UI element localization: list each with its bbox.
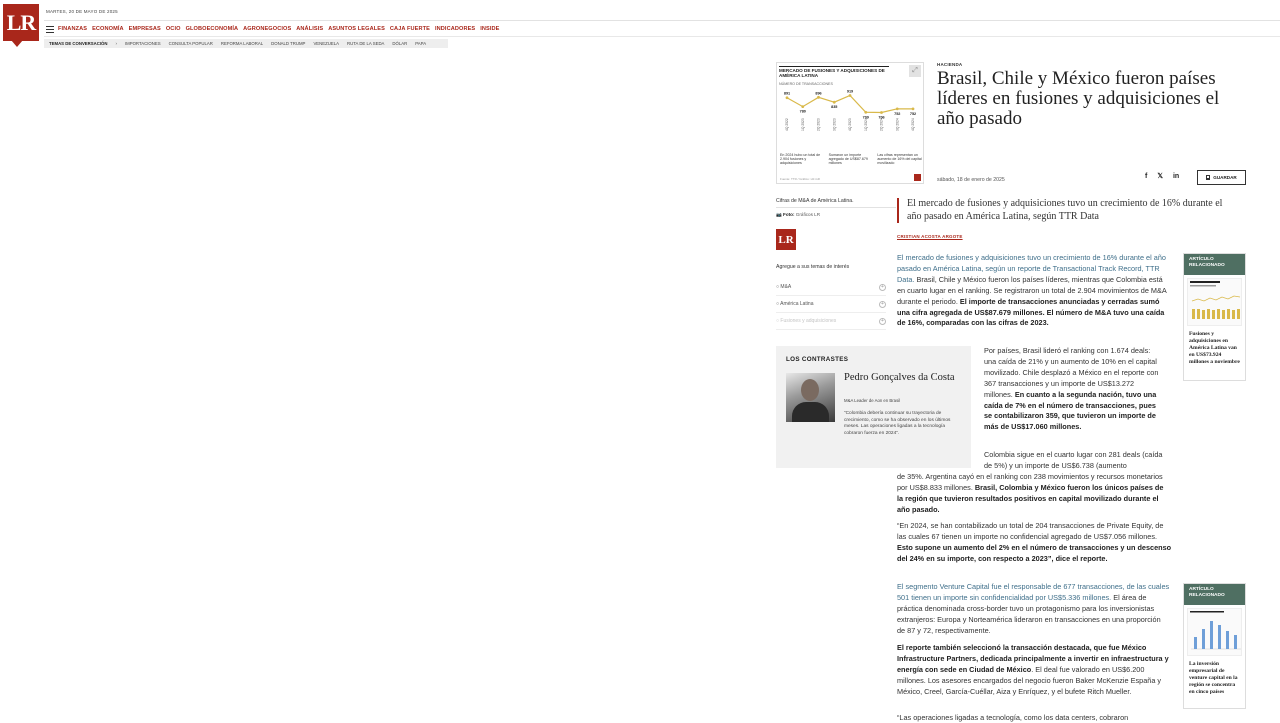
- main-nav: [58, 26, 500, 32]
- related-title[interactable]: La inversión empresarial de venture capital en la región se concentra en cinco países: [1189, 661, 1238, 695]
- publish-date: sábado, 18 de enero de 2025: [937, 177, 1005, 183]
- divider: [776, 207, 896, 208]
- data-point: [833, 101, 836, 104]
- infographic-subtitle: NÚMERO DE TRANSACCIONES: [779, 82, 833, 86]
- related-article-card[interactable]: [1183, 583, 1246, 709]
- follow-topic-label: ○ M&A: [776, 284, 792, 290]
- data-point: [880, 111, 883, 114]
- follow-topic[interactable]: [776, 313, 886, 330]
- paragraph: “En 2024, se han contabilizado un total de 204 transacciones de Private Equity, de las cuales 67 tienen un importe no confidencial agregado de US$7.056 millones. Esto supone un aumento del 2% en el número de transacciones y un descenso del 24% en su importe, con respecto a 2023”, dice el reporte.: [897, 521, 1172, 563]
- topic-link[interactable]: REFORMA LABORAL: [220, 41, 264, 46]
- data-label: 919: [846, 89, 854, 94]
- line-chart: [777, 87, 923, 151]
- data-label: 896: [815, 91, 822, 96]
- data-point: [849, 94, 852, 97]
- data-label: 780: [799, 109, 806, 114]
- related-thumbnail[interactable]: [1187, 278, 1242, 326]
- data-label: 891: [783, 91, 791, 96]
- divider: [44, 20, 1280, 21]
- divider: [44, 36, 1280, 37]
- data-point: [896, 107, 899, 110]
- related-thumbnail[interactable]: [1187, 608, 1242, 656]
- contrasts-heading: LOS CONTRASTES: [786, 356, 849, 363]
- hamburger-menu-icon[interactable]: [46, 26, 54, 33]
- follow-topics-label: Agregue a sus temas de interés: [776, 264, 850, 270]
- topic-link[interactable]: PAPA: [415, 41, 427, 46]
- tick-label: 4Q 2024: [911, 118, 915, 131]
- tick-label: 4Q 2022: [785, 118, 789, 131]
- person-role: M&A Leader de Aon en Brasil: [844, 398, 901, 403]
- paragraph: El reporte también seleccionó la transacción destacada, que fue México Infrastructure Partners, dedicada principalmente a invertir en infraestructura y energía con sede en Ciudad de México. El deal fue valorado en US$6.200 millones. Los asesores encargados del negocio fueron Baker McKenzie España y México, Creel, García-Cuéllar, Aiza y Enríquez, y el bufete Ritch Mueller.: [897, 643, 1169, 696]
- current-date: MARTES, 20 DE MAYO DE 2025: [46, 9, 118, 14]
- data-point: [817, 96, 820, 99]
- data-point: [864, 111, 867, 114]
- paragraph: “Las operaciones ligadas a tecnología, como los data centers, cobraron: [897, 713, 1129, 722]
- data-point: [801, 105, 804, 108]
- camera-icon: 📷: [776, 212, 782, 217]
- data-label: 752: [909, 111, 917, 116]
- related-article-card[interactable]: [1183, 253, 1246, 381]
- paragraph: El mercado de fusiones y adquisiciones tuvo un crecimiento de 16% durante el año pasado en América Latina, según un reporte de Transactional Track Record, TTR Data. Brasil, Chile y México fueron los países líderes, mientras que Colombia está en cuarto lugar en el ranking. Se registraron un total de 2.904 movimientos de M&A durante el periodo. El importe de transacciones anunciadas y cerradas sumó una cifra agregada de US$87.679 millones. El número de M&A tuvo una caída de 16%, comparadas con las cifras de 2023.: [897, 253, 1167, 328]
- topics-label: TEMAS DE CONVERSACIÓN: [49, 41, 108, 46]
- data-point: [786, 96, 789, 99]
- add-icon[interactable]: +: [879, 301, 886, 308]
- chevron-right-icon: ›: [115, 41, 117, 46]
- follow-topic-label: ○ América Latina: [776, 301, 814, 307]
- paragraph: El segmento Venture Capital fue el responsable de 677 transacciones, de las cuales 501 tienen un importe sin confidencialidad por US$5.336 millones. El área de práctica denominada cross-border tuvo un protagonismo para los inversionistas extranjeros: Europa y Norteamérica lideraron en transacciones en una proporción de 87 y 72, respectivamente.: [897, 582, 1170, 635]
- nav-item[interactable]: ECONOMÍA: [92, 26, 124, 32]
- person-quote: “Colombia debería continuar su trayectoria de crecimiento, como se ha observado en los últimos meses. Las operaciones ligadas a la tecnología cobraron fuerza en 2024”.: [844, 411, 951, 436]
- linkedin-icon[interactable]: in: [1172, 172, 1180, 180]
- topic-link[interactable]: IMPORTACIONES: [124, 41, 161, 46]
- topics-bar: [44, 39, 448, 48]
- infographic-notes: [780, 153, 922, 166]
- nav-item[interactable]: CAJA FUERTE: [389, 26, 430, 32]
- nav-item[interactable]: INDICADORES: [434, 26, 476, 32]
- topic-link[interactable]: DÓLAR: [392, 41, 408, 46]
- data-point: [912, 107, 915, 110]
- nav-item[interactable]: OCIO: [165, 26, 181, 32]
- nav-item[interactable]: EMPRESAS: [128, 26, 161, 32]
- add-icon[interactable]: +: [879, 284, 886, 291]
- site-logo[interactable]: LR: [3, 4, 39, 41]
- related-chart-thumb: [1188, 609, 1242, 655]
- related-tag: ARTÍCULO RELACIONADO: [1184, 584, 1245, 605]
- share-bar: [1145, 172, 1179, 180]
- data-label: 706: [878, 115, 885, 120]
- data-label: 835: [831, 105, 838, 110]
- related-chart-thumb: [1188, 279, 1242, 325]
- add-icon[interactable]: +: [879, 318, 886, 325]
- tick-label: 2Q 2024: [879, 118, 884, 131]
- section-label[interactable]: HACIENDA: [937, 62, 963, 67]
- paragraph: Colombia sigue en el cuarto lugar con 281 deals (caída de 5%) y un importe de US$6.738 (aumento: [984, 450, 1163, 470]
- nav-item[interactable]: AGRONEGOCIOS: [243, 26, 292, 32]
- follow-topics-list: [776, 279, 886, 330]
- tick-label: 1Q 2023: [800, 118, 805, 131]
- follow-topic-label: ○ Fusiones y adquisiciones: [776, 318, 837, 324]
- x-icon[interactable]: 𝕏: [1157, 173, 1163, 180]
- nav-item[interactable]: GLOBOECONOMÍA: [185, 26, 239, 32]
- follow-topic[interactable]: [776, 296, 886, 313]
- nav-item[interactable]: ANÁLISIS: [296, 26, 324, 32]
- tick-label: 2Q 2023: [816, 118, 821, 131]
- lr-logo-small: LR: [776, 229, 796, 250]
- inline-link[interactable]: El mercado de fusiones y adquisiciones tuvo un crecimiento de 16% durante el año pasado en América Latina, según un reporte de Transactional Track Record, TTR Data.: [897, 253, 1166, 284]
- paragraph: de 35%. Argentina cayó en el ranking con 238 movimientos y recursos monetarios por US$8.833 millones. Brasil, Colombia y México fueron los únicos países de la región que tuvieron resultados positivos en capital movilizado durante el año pasado.: [897, 472, 1164, 514]
- contrasts-box: [776, 346, 971, 468]
- person-name: Pedro Gonçalves da Costa: [844, 372, 955, 383]
- tick-label: 1Q 2024: [863, 118, 868, 131]
- related-tag: ARTÍCULO RELACIONADO: [1184, 254, 1245, 275]
- note: Las cifras representan un aumento de 16% del capital movilizado: [877, 153, 922, 166]
- save-button-label: GUARDAR: [1213, 175, 1237, 180]
- photo-credit: [776, 212, 820, 218]
- image-caption: Cifras de M&A de América Latina.: [776, 198, 854, 204]
- infographic[interactable]: [776, 62, 924, 184]
- topic-link[interactable]: RUTA DE LA SEDA: [347, 41, 385, 46]
- nav-item[interactable]: INSIDE: [480, 26, 500, 32]
- tick-label: 4Q 2023: [848, 118, 852, 131]
- topic-link[interactable]: VENEZUELA: [313, 41, 339, 46]
- photo-credit-label: Foto:: [783, 212, 795, 217]
- infographic-source: Fuente: TTR / Gráfico: LR-GR: [780, 177, 820, 181]
- paragraph: Por países, Brasil lideró el ranking con 1.674 deals: una caída de 21% y un aumento de 10% en el capital movilizado. Chile desplazó a México en el reporte con 367 transacciones y un importe de US$13.272 millones. En cuanto a la segunda nación, tuvo una caída de 7% en el número de transacciones, pues se contabilizaron 359, que tuvieron un importe de más de US$17.060 millones.: [984, 346, 1159, 432]
- lr-mini-logo: [914, 174, 921, 181]
- infographic-title: MERCADO DE FUSIONES Y ADQUISICIONES DE AMÉRICA LATINA: [779, 66, 889, 78]
- inline-link[interactable]: El segmento Venture Capital fue el responsable de 677 transacciones, de las cuales 501 tienen un importe sin confidencialidad por US$5.336 millones.: [897, 582, 1170, 602]
- follow-topic[interactable]: [776, 279, 886, 296]
- tick-label: 3Q 2024: [895, 118, 900, 131]
- headline: Brasil, Chile y México fueron países líderes en fusiones y adquisiciones el año pasado: [937, 68, 1220, 129]
- author-link[interactable]: CRISTIAN ACOSTA ARGOTE: [897, 234, 963, 239]
- topic-link[interactable]: CONSULTA POPULAR: [168, 41, 213, 46]
- note: Sumaron un importe agregado de US$87.679 millones: [828, 153, 868, 166]
- bookmark-icon: [1206, 175, 1210, 180]
- nav-item[interactable]: ASUNTOS LEGALES: [328, 26, 385, 32]
- data-label: 752: [894, 111, 901, 116]
- note: En 2024 hubo un total de 2.904 fusiones y adquisiciones: [780, 153, 821, 166]
- facebook-icon[interactable]: f: [1145, 172, 1148, 180]
- article-lede: El mercado de fusiones y adquisiciones tuvo un crecimiento de 16% durante el año pasado en América Latina, según TTR Data: [897, 198, 1227, 223]
- topic-link[interactable]: DONALD TRUMP: [271, 41, 306, 46]
- avatar: [786, 373, 835, 422]
- tick-label: 3Q 2023: [832, 118, 837, 131]
- photo-credit-value: Gráficos LR: [795, 212, 821, 217]
- data-label: 709: [862, 115, 869, 120]
- related-title[interactable]: Fusiones y adquisiciones en América Latina van en US$73.924 millones a noviembre: [1189, 331, 1240, 365]
- nav-item[interactable]: FINANZAS: [58, 26, 88, 32]
- save-button[interactable]: [1197, 170, 1246, 185]
- zoom-icon[interactable]: ⤢: [909, 65, 921, 77]
